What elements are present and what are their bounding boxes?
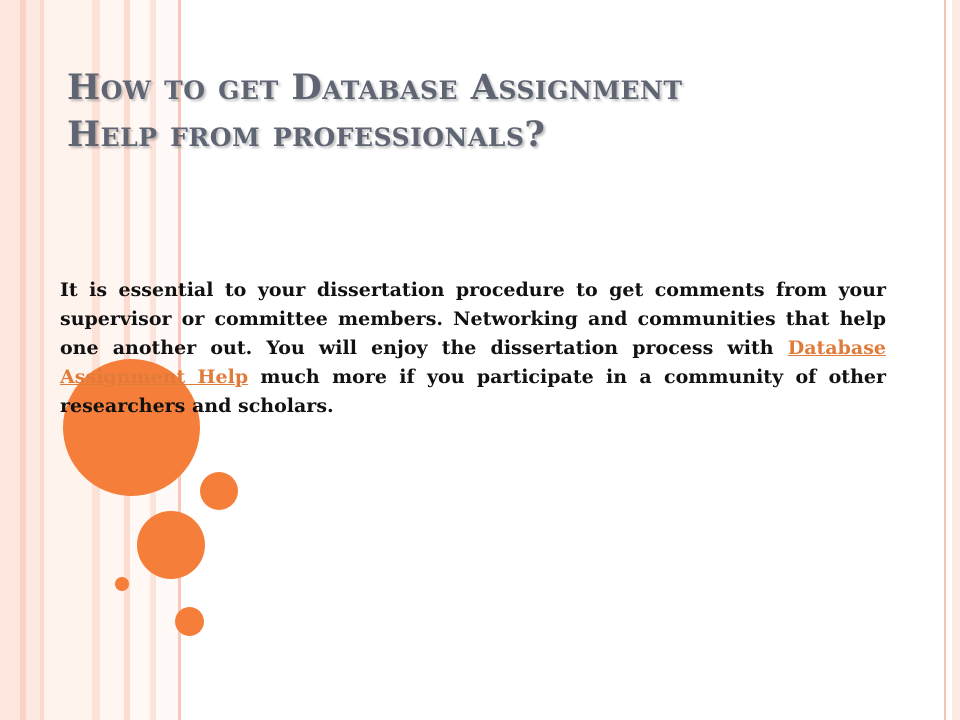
right-divider-line xyxy=(944,0,946,720)
decorative-circle-medium xyxy=(137,511,205,579)
slide-title xyxy=(67,64,867,158)
paragraph-text-before-link: It is essential to your dissertation procedure to get comments from your supervisor or committee members. Networking and communities that help one another out. You will enjoy the dissertation process with xyxy=(60,279,886,359)
right-divider-line-outer xyxy=(952,0,960,720)
decorative-circle-tiny xyxy=(115,577,129,591)
slide-paragraph xyxy=(60,276,886,421)
paragraph-text-after-link: much more if you participate in a community of other researchers and scholars. xyxy=(60,366,886,417)
database-assignment-help-link[interactable]: Database Assignment Help xyxy=(60,337,886,388)
decorative-circle-small-bottom xyxy=(175,607,204,636)
decorative-circle-small xyxy=(200,472,238,510)
slide-title-line-1: How to get Database Assignment xyxy=(67,67,683,108)
slide-title-line-2: Help from professionals? xyxy=(67,114,546,155)
